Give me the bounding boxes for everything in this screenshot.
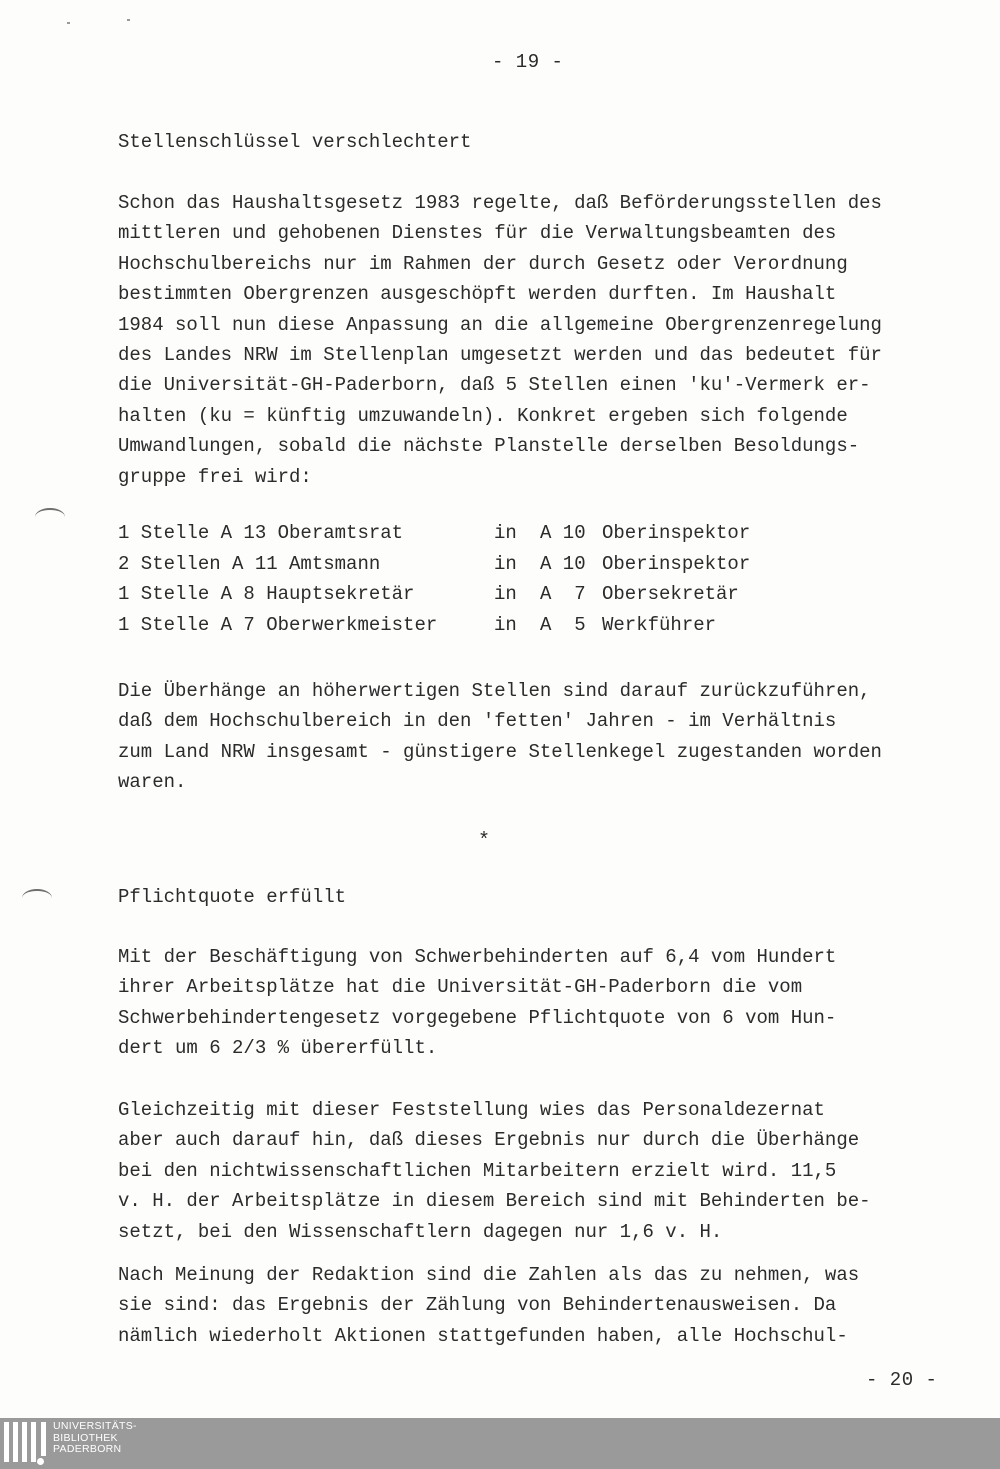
table-cell-to: Obersekretär xyxy=(602,583,739,606)
section-heading-pflichtquote: Pflichtquote erfüllt xyxy=(118,886,347,908)
table-row xyxy=(118,583,739,614)
header-page-number: - 19 - xyxy=(492,51,564,73)
paragraph-schwerbehinderte: Mit der Beschäftigung von Schwerbehinderten auf 6,4 vom Hundert ihrer Arbeitsplätze hat die Universität-GH-Paderborn die vom Schwerbehindertengesetz vorgegebene Pflichtquote von 6 vom Hun- dert um 6 2/3 % übererfüllt. xyxy=(118,946,837,1060)
table-cell-grade: A 10 xyxy=(540,552,586,575)
paragraph-personaldezernat: Gleichzeitig mit dieser Feststellung wies das Personaldezernat aber auch darauf hin, daß dieses Ergebnis nur durch die Überhänge bei den nichtwissenschaftlichen Mitarbeitern erzielt wird. 11,5 v. H. der Arbeitsplätze in diesem Bereich sind mit Behinderten be- setzt, bei den Wissenschaftlern dagegen nur 1,6 v. H. xyxy=(118,1099,871,1243)
library-logo-line: PADERBORN xyxy=(53,1443,122,1455)
table-row xyxy=(118,552,751,584)
footer-page-number: - 20 - xyxy=(866,1369,938,1391)
section-heading-stellenschluessel: Stellenschlüssel verschlechtert xyxy=(118,131,472,153)
paragraph-redaktion: Nach Meinung der Redaktion sind die Zahlen als das zu nehmen, was sie sind: das Ergebnis der Zählung von Behindertenausweisen. Da nämlich wiederholt Aktionen stattgefunden haben, alle Hochschul- xyxy=(118,1264,860,1347)
table-cell-grade: A 5 xyxy=(540,613,586,636)
table-cell-to: Oberinspektor xyxy=(602,522,751,544)
library-footer-bar xyxy=(0,1418,1000,1469)
table-cell-grade: A 7 xyxy=(540,583,586,606)
table-cell-grade: A 10 xyxy=(540,522,586,544)
paragraph-haushaltsgesetz: Schon das Haushaltsgesetz 1983 regelte, daß Beförderungsstellen des mittleren und gehobenen Dienstes für die Verwaltungsbeamten des Hochschulbereichs nur im Rahmen der durch Gesetz oder Verordnung bestimmten Obergrenzen ausgeschöpft werden durften. Im Haushalt 1984 soll nun diese Anpassung an die allgemeine Obergrenzenregelung des Landes NRW im Stellenplan umgesetzt werden und das bedeutet für die Universität-GH-Paderborn, daß 5 Stellen einen 'ku'-Vermerk er- halten (ku = künftig umzuwandeln). Konkret ergeben sich folgende Umwandlungen, sobald die nächste Planstelle derselben Besoldungs- gruppe frei wird: xyxy=(118,192,882,488)
scan-speck xyxy=(67,22,70,24)
table-cell-to: Oberinspektor xyxy=(602,552,751,575)
table-cell-to: Werkführer xyxy=(602,613,717,636)
library-logo-line: UNIVERSITÄTS- xyxy=(53,1420,137,1432)
table-cell-from: 2 Stellen A 11 Amtsmann xyxy=(118,552,381,575)
conversion-table xyxy=(118,522,751,644)
library-logo-text xyxy=(53,1421,137,1456)
punch-hole-mark xyxy=(22,889,52,907)
table-cell-in: in xyxy=(494,522,517,544)
table-cell-from: 1 Stelle A 8 Hauptsekretär xyxy=(118,583,415,606)
paragraph-ueberhaenge: Die Überhänge an höherwertigen Stellen sind darauf zurückzuführen, daß dem Hochschulbereich in den 'fetten' Jahren - im Verhältnis zum Land NRW insgesamt - günstigere Stellenkegel zugestanden worden waren. xyxy=(118,680,882,794)
table-cell-from: 1 Stelle A 7 Oberwerkmeister xyxy=(118,613,438,636)
table-row xyxy=(118,522,751,553)
scan-speck xyxy=(127,19,130,21)
library-logo-dot xyxy=(37,1458,44,1465)
table-cell-in: in xyxy=(494,613,517,636)
library-logo-icon xyxy=(4,1422,48,1462)
library-logo-line: BIBLIOTHEK xyxy=(53,1431,118,1444)
table-row xyxy=(118,613,717,645)
table-cell-in: in xyxy=(494,583,517,606)
table-cell-in: in xyxy=(494,552,517,575)
punch-hole-mark xyxy=(35,508,65,526)
section-separator: * xyxy=(478,830,491,853)
table-cell-from: 1 Stelle A 13 Oberamtsrat xyxy=(118,522,404,544)
